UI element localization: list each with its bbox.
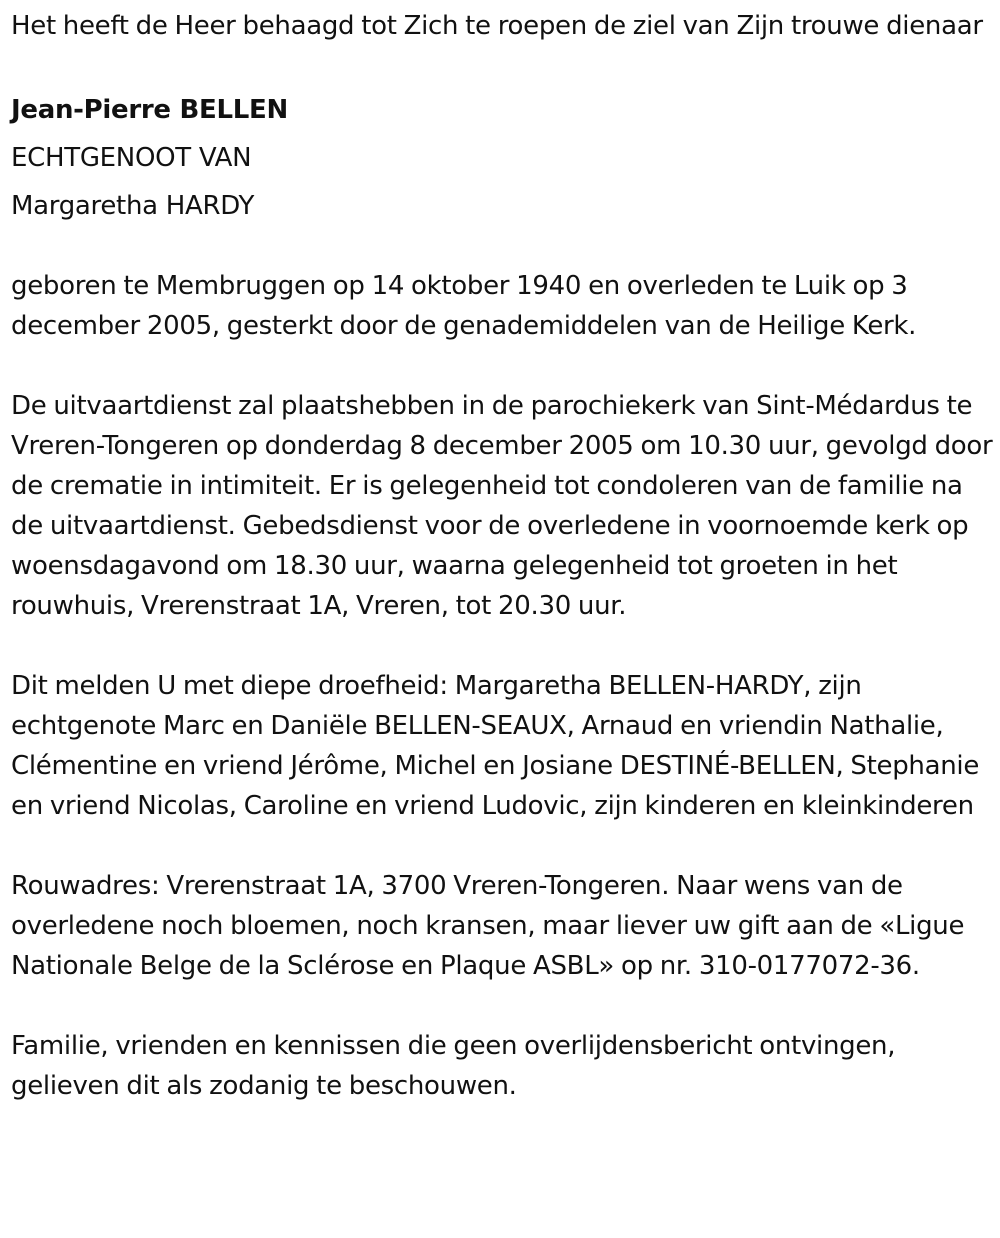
spouse-name: Margaretha HARDY [11,191,255,221]
deceased-name: Jean-Pierre BELLEN [11,95,288,125]
funeral-service-paragraph: De uitvaartdienst zal plaatshebben in de parochiekerk van Sint-Médardus te Vreren-Tongeren op donderdag 8 december 2005 om 10.30 uur, gevolgd door de crematie in intimiteit. Er is gelegenheid tot condoleren van de familie na de uitvaartdienst. Gebedsdienst voor de overledene in voornoemde kerk op woensdagavond om 18.30 uur, waarna gelegenheid tot groeten in het rouwhuis, Vrerenstraat 1A, Vreren, tot 20.30 uur. [11,391,993,621]
intro-paragraph: Het heeft de Heer behaagd tot Zich te roepen de ziel van Zijn trouwe dienaar [11,11,983,41]
spacer [11,346,993,386]
spacer [11,826,993,866]
spacer [11,230,993,266]
closing-paragraph: Familie, vrienden en kennissen die geen overlijdensbericht ontvingen, gelieven dit als zodanig te beschouwen. [11,1031,896,1101]
spacer [11,986,993,1026]
birth-death-paragraph: geboren te Membruggen op 14 oktober 1940 en overleden te Luik op 3 december 2005, gesterkt door de genademiddelen van de Heilige Kerk. [11,271,917,341]
spacer [11,626,993,666]
spacer [11,46,993,86]
family-paragraph: Dit melden U met diepe droefheid: Margaretha BELLEN-HARDY, zijn echtgenote Marc en Daniële BELLEN-SEAUX, Arnaud en vriendin Nathalie, Clémentine en vriend Jérôme, Michel en Josiane DESTINÉ-BELLEN, Stephanie en vriend Nicolas, Caroline en vriend Ludovic, zijn kinderen en kleinkinderen [11,671,980,821]
relation-label: ECHTGENOOT VAN [11,143,252,173]
obituary-document [11,6,993,1106]
mourning-address-paragraph: Rouwadres: Vrerenstraat 1A, 3700 Vreren-Tongeren. Naar wens van de overledene noch bloemen, noch kransen, maar liever uw gift aan de «Ligue Nationale Belge de la Sclérose en Plaque ASBL» op nr. 310-0177072-36. [11,871,965,981]
